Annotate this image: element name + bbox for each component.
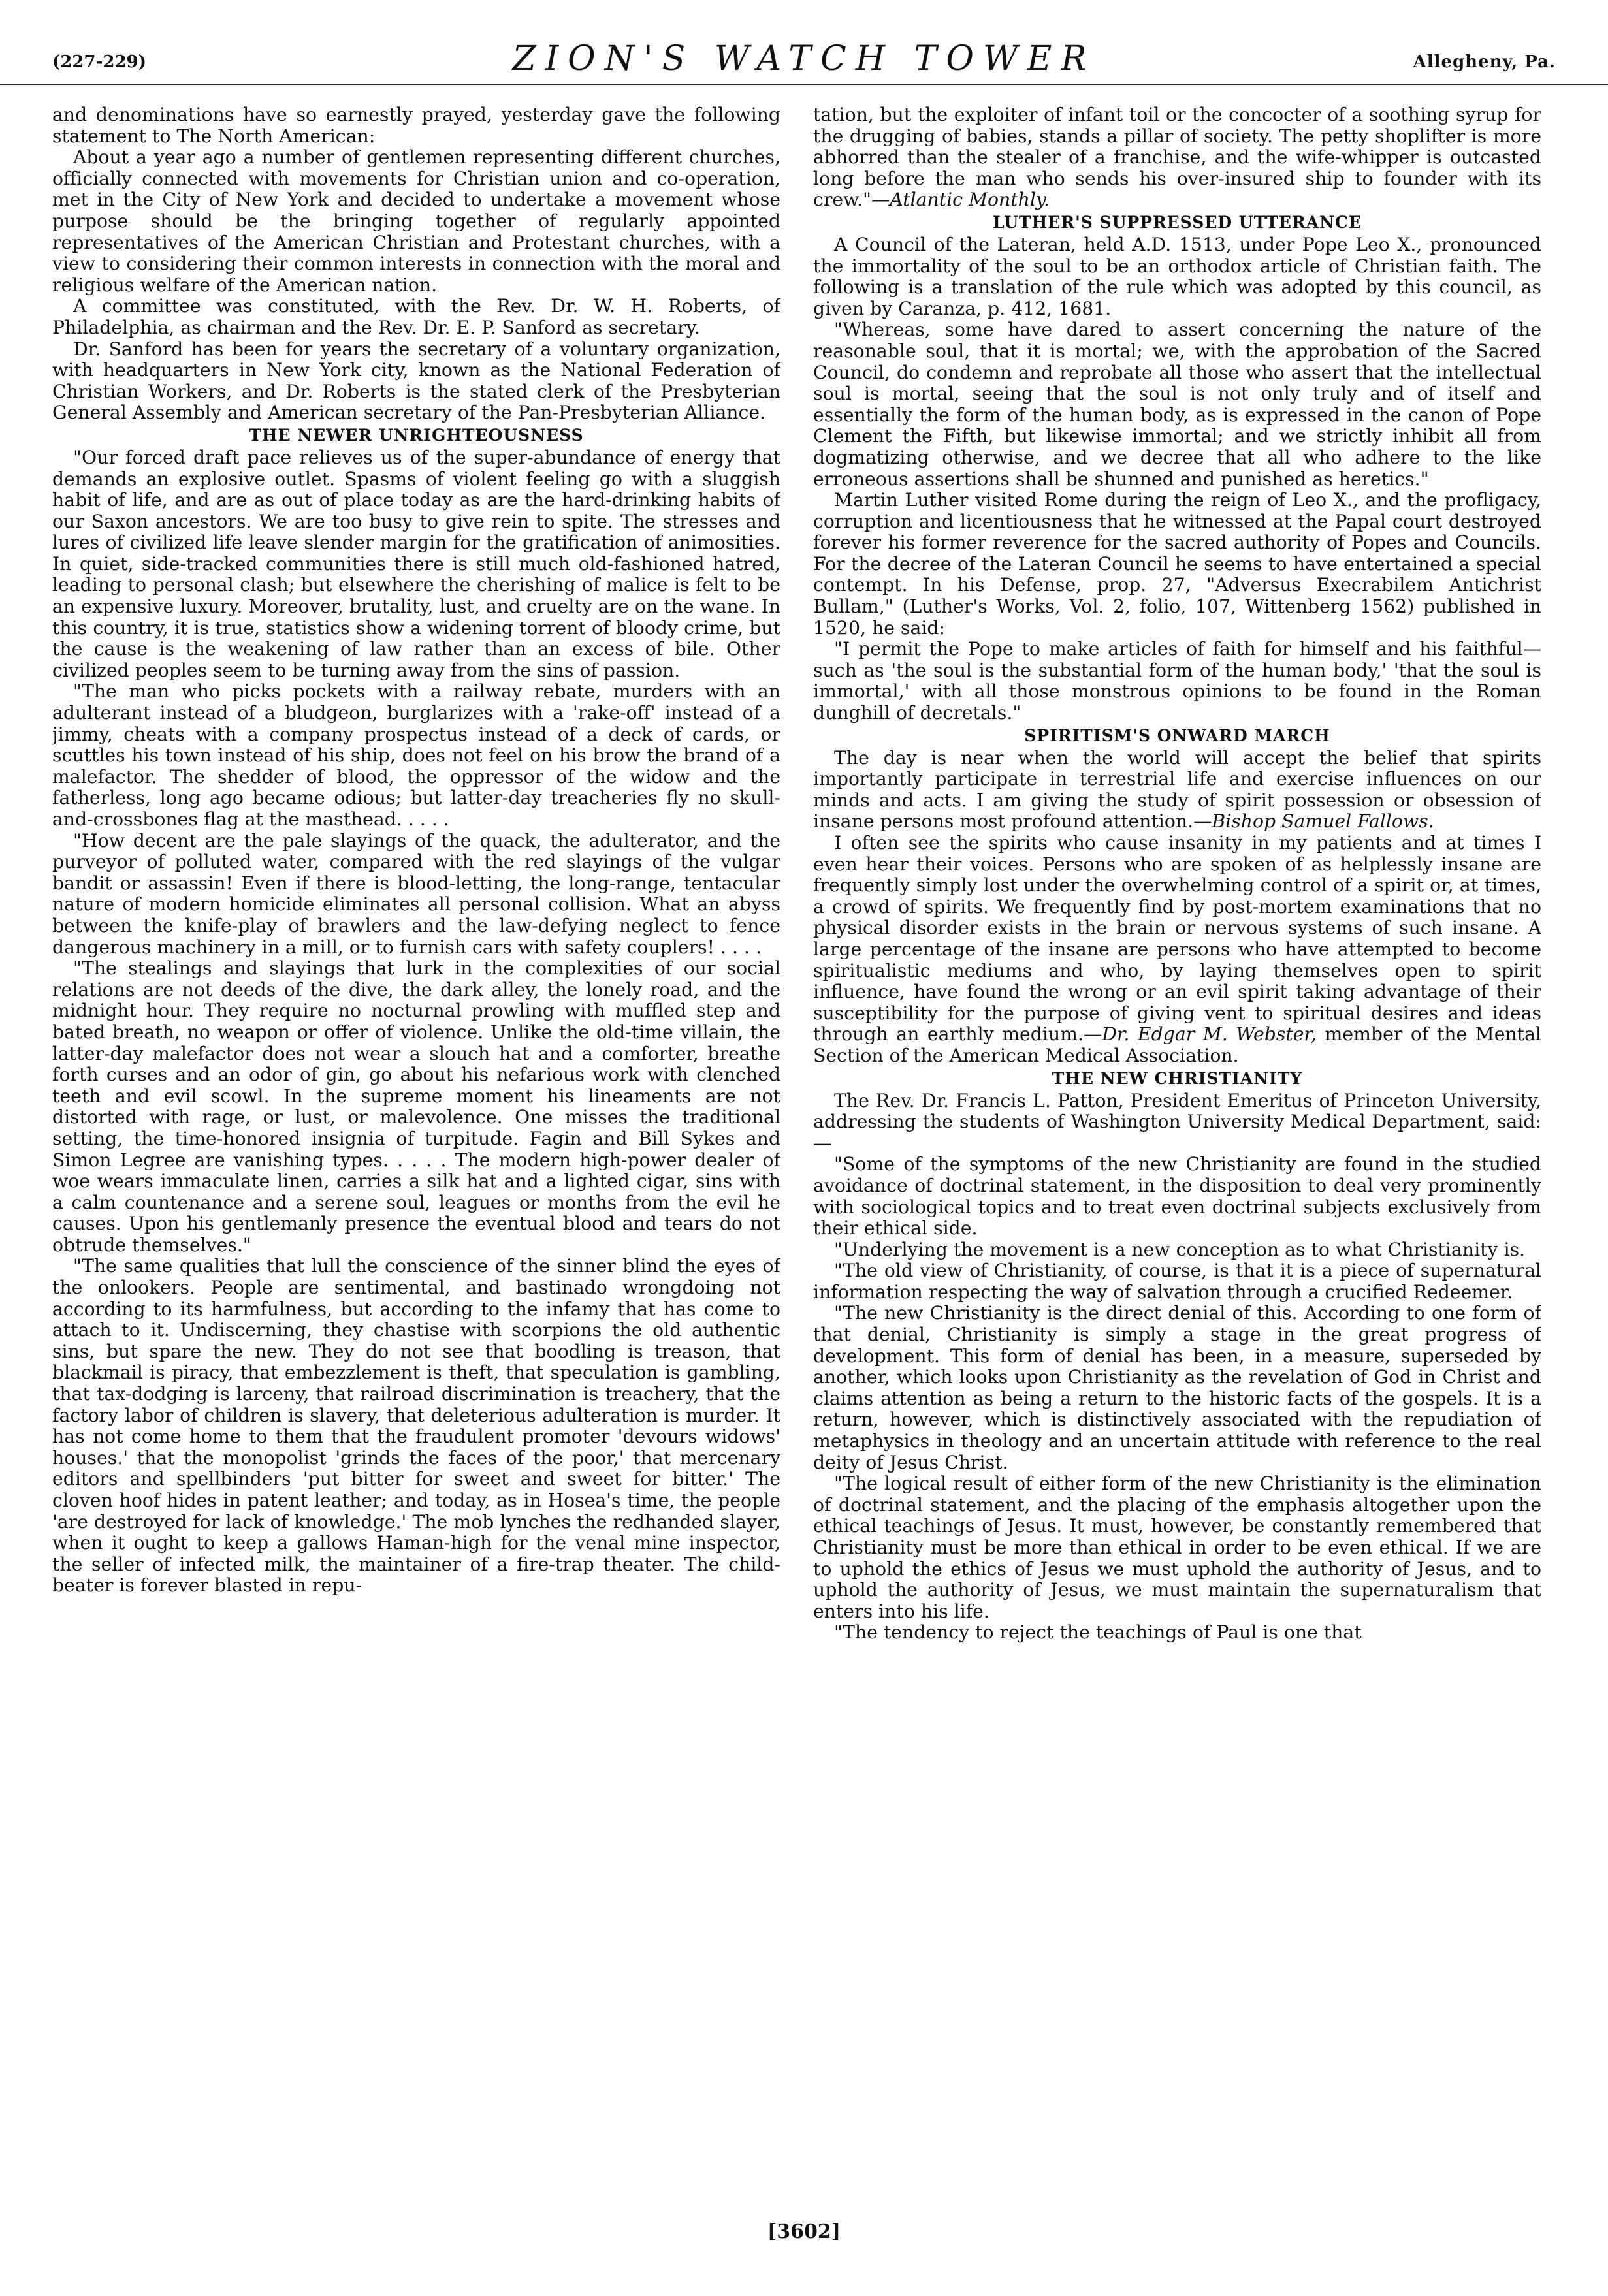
left-column [52,104,780,2207]
paragraph-text: I often see the spirits who cause insanity in my patients and at times I even hear their voices. Persons who are spoken of as helplessly insane are frequently simply lost under the overwhelming control of a spirit or, at times, a crowd of spirits. We frequently find by post-mortem examinations that no physical disorder exists in the brain or nervous systems of such insane. A large percentage of the insane are persons who have attempted to become spiritualistic mediums and who, by laying themselves open to spirit influence, have found the wrong or an evil spirit taking advantage of their susceptibility for the purpose of giving vent to spiritual desires and ideas through an earthly medium. [813,832,1541,1045]
section-heading: LUTHER'S SUPPRESSED UTTERANCE [993,212,1362,232]
paragraph [813,748,1541,833]
paragraph: "The old view of Christianity, of course, is that it is a piece of supernatural information respecting the way of salvation through a crucified Redeemer. [813,1260,1541,1303]
paragraph: About a year ago a number of gentlemen representing different churches, officially connected with movements for Christian union and co-operation, met in the City of New York and decided to undertake a movement whose purpose should be the bringing together of regularly appointed representatives of the American Christian and Protestant churches, with a view to considering their common interests in connection with the moral and religious welfare of the American nation. [52,146,780,296]
paragraph: "The stealings and slayings that lurk in the complexities of our social relations are not deeds of the dive, the dark alley, the lonely road, and the midnight hour. They require no nocturnal prowling with muffled step and bated breath, no weapon or offer of violence. Unlike the old-time villain, the latter-day malefactor does not wear a slouch hat and a comforter, breathe forth curses and an odor of gin, go about his nefarious work with clenched teeth and evil scowl. In the supreme moment his lineaments are not distorted with rage, or lust, or malevolence. One misses the traditional setting, the time-honored insignia of turpitude. Fagin and Bill Sykes and Simon Legree are vanishing types. . . . . The modern high-power dealer of woe wears immaculate linen, carries a silk hat and a lighted cigar, sins with a calm countenance and a serene soul, leagues or months from the evil he causes. Upon his gentlemanly presence the eventual blood and tears do not obtrude themselves." [52,957,780,1256]
paragraph: A Council of the Lateran, held A.D. 1513, under Pope Leo X., pronounced the immortality of the soul to be an orthodox article of Christian faith. The following is a translation of the rule which was adopted by this council, as given by Caranza, p. 412, 1681. [813,233,1541,319]
page-range: (227-229) [52,52,146,72]
paragraph: A committee was constituted, with the Rev. Dr. W. H. Roberts, of Philadelphia, as chairman and the Rev. Dr. E. P. Sanford as secretary. [52,295,780,338]
publication-place: Allegheny, Pa. [1413,52,1556,72]
paragraph: and denominations have so earnestly prayed, yesterday gave the following statement to The North American: [52,104,780,147]
source-citation: —Atlantic Monthly. [871,189,1050,211]
paragraph: "The logical result of either form of the new Christianity is the elimination of doctrinal statement, and the placing of the emphasis altogether upon the ethical teachings of Jesus. It must, however, be constantly remembered that Christianity must be more than ethical in order to be even ethical. If we are to uphold the ethics of Jesus we must uphold the authority of Jesus, and to uphold the authority of Jesus, we must maintain the supernaturalism that enters into his life. [813,1473,1541,1622]
right-column [813,104,1541,2207]
source-citation: —Bishop Samuel Fallows. [1193,810,1434,833]
paragraph: "I permit the Pope to make articles of faith for himself and his faithful—such as 'the soul is the substantial form of the human body,' 'that the soul is immortal,' with all those monstrous opinions to be found in the Roman dunghill of decretals." [813,638,1541,724]
paragraph [813,833,1541,1067]
source-citation: —Dr. Edgar M. Webster, [1084,1023,1317,1045]
paragraph: "Whereas, some have dared to assert concerning the nature of the reasonable soul, that it is mortal; we, with the approbation of the Sacred Council, do condemn and reprobate all those who assert that the intellectual soul is mortal, seeing that the soul is not only truly and of itself and essentially the form of the human body, as is expressed in the canon of Pope Clement the Fifth, but likewise immortal; and we strictly inhibit all from dogmatizing otherwise, and we decree that all who adhere to the like erroneous assertions shall be shunned and punished as heretics." [813,319,1541,490]
paragraph: "Some of the symptoms of the new Christianity are found in the studied avoidance of doctrinal statement, in the disposition to deal very prominently with sociological topics and to treat even doctrinal subjects exclusively from their ethical side. [813,1153,1541,1239]
paragraph-text: member of the Mental Section of the American Medical Association. [813,1023,1541,1066]
section-heading: SPIRITISM'S ONWARD MARCH [1024,725,1330,745]
paragraph: "How decent are the pale slayings of the quack, the adulterator, and the purveyor of polluted water, compared with the red slayings of the vulgar bandit or assassin! Even if there is blood-letting, the long-range, tentacular nature of modern homicide eliminates all personal collision. What an abyss between the knife-play of brawlers and the law-defying neglect to fence dangerous machinery in a mill, or to furnish cars with safety couplers! . . . . [52,829,780,958]
section-heading: THE NEWER UNRIGHTEOUSNESS [249,425,584,445]
paragraph [813,104,1541,211]
page-number: [3602] [767,2220,841,2243]
paragraph: "Our forced draft pace relieves us of the super-abundance of energy that demands an explosive outlet. Spasms of violent feeling go with a sluggish habit of life, and are as out of place today as are the hard-drinking habits of our Saxon ancestors. We are too busy to give rein to spite. The stresses and lures of civilized life leave slender margin for the gratification of animosities. In quiet, side-tracked communities there is still much old-fashioned hatred, leading to personal clash; but elsewhere the cherishing of malice is felt to be an expensive luxury. Moreover, brutality, lust, and cruelty are on the wane. In this country, it is true, statistics show a widening torrent of bloody crime, but the cause is the weakening of law rather than an excess of bile. Other civilized peoples seem to be turning away from the sins of passion. [52,446,780,681]
paragraph-text: The day is near when the world will accept the belief that spirits importantly participate in terrestrial life and exercise influences on our minds and acts. I am giving the study of spirit possession or obsession of insane persons most profound attention. [813,746,1541,833]
paragraph: "The new Christianity is the direct denial of this. According to one form of that denial, Christianity is simply a stage in the great progress of development. This form of denial has been, in a measure, superseded by another, which looks upon Christianity as the revelation of God in Christ and claims attention as being a return to the historic facts of the gospels. It is a return, however, which is distinctively associated with the repudiation of metaphysics in theology and an uncertain attitude with reference to the real deity of Jesus Christ. [813,1302,1541,1473]
paragraph: "The same qualities that lull the conscience of the sinner blind the eyes of the onlookers. People are sentimental, and bastinado wrongdoing not according to its harmfulness, but according to the infamy that has come to attach to it. Undiscerning, they chastise with scorpions the old authentic sins, but spare the new. They do not see that boodling is treason, that blackmail is piracy, that embezzlement is theft, that speculation is gambling, that tax-dodging is larceny, that railroad discrimination is treachery, that the factory labor of children is slavery, that deleterious adulteration is murder. It has not come home to them that the fraudulent promoter 'devours widows' houses.' that the monopolist 'grinds the faces of the poor,' that mercenary editors and spellbinders 'put bitter for sweet and sweet for bitter.' The cloven hoof hides in patent leather; and today, as in Hosea's time, the people 'are destroyed for lack of knowledge.' The mob lynches the redhanded slayer, when it ought to keep a gallows Haman-high for the venal mine inspector, the seller of infected milk, the maintainer of a fire-trap theater. The child-beater is forever blasted in repu- [52,1255,780,1597]
section-heading: THE NEW CHRISTIANITY [1052,1068,1303,1088]
paragraph: Martin Luther visited Rome during the reign of Leo X., and the profligacy, corruption and licentiousness that he witnessed at the Papal court destroyed forever his former reverence for the sacred authority of Popes and Councils. For the decree of the Lateran Council he seems to have entertained a special contempt. In his Defense, prop. 27, "Adversus Execrabilem Antichrist Bullam," (Luther's Works, Vol. 2, folio, 107, Wittenberg 1562) published in 1520, he said: [813,489,1541,639]
paragraph: "The man who picks pockets with a railway rebate, murders with an adulterant instead of a bludgeon, burglarizes with a 'rake-off' instead of a jimmy, cheats with a company prospectus instead of a deck of cards, or scuttles his town instead of his ship, does not feel on his brow the brand of a malefactor. The shedder of blood, the oppressor of the widow and the fatherless, long ago became odious; but latter-day treacheries fly no skull-and-crossbones flag at the masthead. . . . . [52,680,780,830]
page-header [0,38,1608,85]
paragraph: The Rev. Dr. Francis L. Patton, President Emeritus of Princeton University, addressing the students of Washington University Medical Department, said:— [813,1089,1541,1154]
paragraph: "Underlying the movement is a new conception as to what Christianity is. [834,1238,1526,1260]
publication-title: ZION'S WATCH TOWER [512,39,1096,78]
paragraph: Dr. Sanford has been for years the secretary of a voluntary organization, with headquarters in New York city, known as the National Federation of Christian Workers, and Dr. Roberts is the stated clerk of the Presbyterian General Assembly and American secretary of the Pan-Presbyterian Alliance. [52,338,780,424]
paragraph-text: tation, but the exploiter of infant toil or the concocter of a soothing syrup for the drugging of babies, stands a pillar of society. The petty shoplifter is more abhorred than the stealer of a franchise, and the wife-whipper is outcasted long before the man who sends his over-insured ship to founder with its crew." [813,104,1541,211]
paragraph: "The tendency to reject the teachings of Paul is one that [834,1621,1362,1644]
